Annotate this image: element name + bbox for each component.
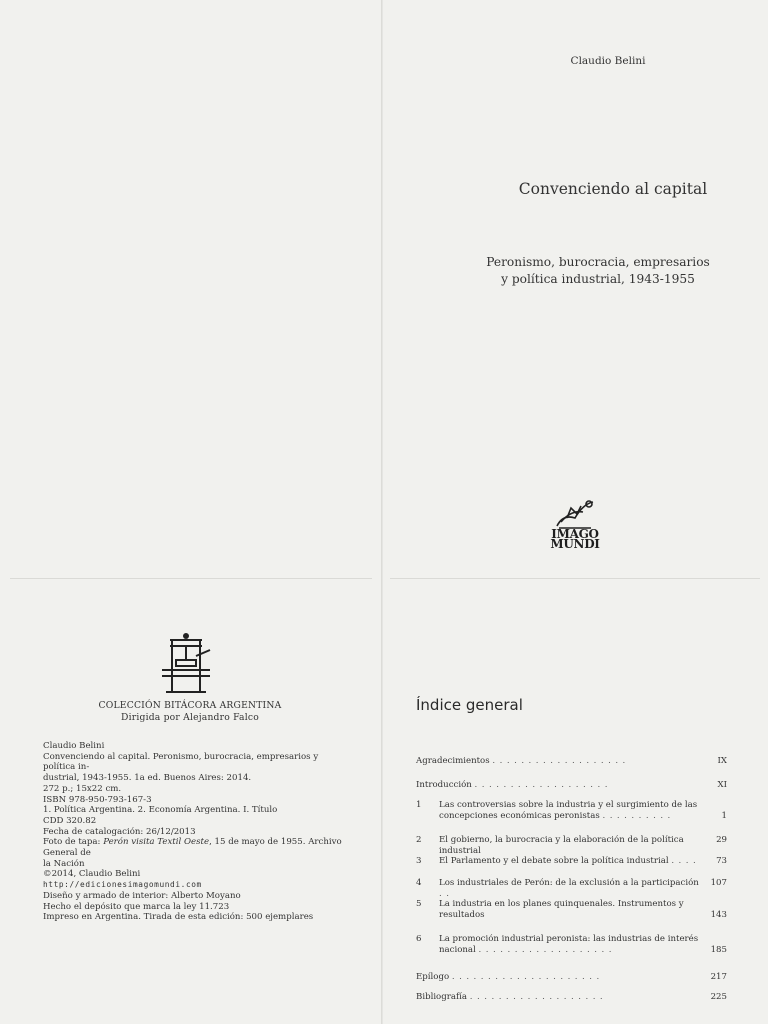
publisher-logo-text [545, 529, 605, 549]
credit-line: ISBN 978-950-793-167-3 [43, 794, 152, 805]
imprint-credits [43, 741, 353, 923]
collection-block [40, 700, 340, 724]
publisher-logo [545, 496, 605, 566]
credit-line: Claudio Belini [43, 741, 105, 751]
toc-entry-title: Introducción ................... [416, 780, 612, 790]
right-page [383, 0, 768, 1024]
toc-entry-title: El gobierno, la burocracia y la elaboración de la política industrial [439, 835, 684, 856]
credit-line: Fecha de catalogación: 26/12/2013 [43, 826, 196, 837]
toc-entry-number: 6 [416, 934, 422, 944]
credit-line: Impreso en Argentina. Tirada de esta edición: 500 ejemplares [43, 912, 314, 923]
left-page [0, 0, 381, 1024]
index-heading: Índice general [416, 696, 523, 714]
toc-entry-number: 3 [416, 856, 422, 866]
toc-entry-page: 29 [716, 835, 727, 845]
toc-entry-page: 185 [710, 945, 727, 955]
toc-entry-page: 225 [710, 992, 727, 1002]
subtitle-line: Peronismo, burocracia, empresarios [486, 255, 710, 269]
toc-entry-title: Los industriales de Perón: de la exclusión a la participación .. [439, 878, 699, 899]
toc-entry-page: XI [717, 780, 727, 790]
credit-line: Hecho el depósito que marca la ley 11.723 [43, 901, 230, 912]
toc-entry-title: Bibliografía ................... [416, 992, 608, 1002]
toc-entry-page: 73 [716, 856, 727, 866]
author-name: Claudio Belini [570, 55, 646, 67]
credit-line: ©2014, Claudio Belini [43, 869, 141, 880]
credit-line: Convenciendo al capital. Peronismo, burocracia, empresarios y política in- [43, 751, 321, 773]
logo-word: IMAGO [551, 527, 599, 541]
toc-entry-page: IX [717, 756, 727, 766]
credit-line: 272 p.; 15x22 cm. [43, 783, 122, 794]
toc-entry-title: Agradecimientos ................... [416, 756, 630, 766]
toc-entry-page: 143 [710, 910, 727, 920]
toc-entry-number: 1 [416, 800, 422, 810]
cover-photo-label: Foto de tapa: [43, 837, 104, 848]
book-subtitle [453, 254, 743, 288]
cover-photo-detail: , 15 de mayo de 1955. Archivo General de [43, 837, 345, 859]
publisher-url: http://edicionesimagomundi.com [43, 880, 202, 890]
toc-entry-page: 217 [710, 972, 727, 982]
toc-entry-number: 5 [416, 899, 422, 909]
credit-line: la Nación [43, 858, 85, 869]
toc-entry-title: El Parlamento y el debate sobre la política industrial .... [439, 856, 701, 866]
toc-entry-title: Las controversias sobre la industria y el surgimiento de las concepciones económicas peronistas .......... [439, 800, 698, 821]
toc-entry-page: 1 [721, 811, 727, 821]
collection-director: Dirigida por Alejandro Falco [121, 712, 259, 723]
toc-entry-number: 2 [416, 835, 422, 845]
toc-entry-title: La promoción industrial peronista: las industrias de interés nacional ................... [439, 934, 699, 955]
cover-photo-title: Perón visita Textil Oeste [103, 837, 210, 848]
collection-name: COLECCIÓN BITÁCORA ARGENTINA [98, 700, 282, 711]
toc-entry-page: 107 [710, 878, 727, 888]
toc-entry-title: Epílogo ..................... [416, 972, 604, 982]
subtitle-line: y política industrial, 1943-1955 [501, 272, 695, 286]
credit-line: 1. Política Argentina. 2. Economía Argentina. I. Título [43, 805, 278, 816]
book-title: Convenciendo al capital [518, 180, 708, 198]
credit-line-cover-photo [43, 837, 353, 858]
credit-line: Diseño y armado de interior: Alberto Moyano [43, 890, 241, 901]
logo-word: MUNDI [550, 537, 600, 551]
printing-press-icon [160, 632, 212, 694]
toc-entry-number: 4 [416, 878, 422, 888]
credit-line: CDD 320.82 [43, 815, 97, 826]
credit-line: dustrial, 1943-1955. 1a ed. Buenos Aires: 2014. [43, 773, 252, 784]
publisher-logo-icon [553, 496, 597, 530]
toc-entry-title: La industria en los planes quinquenales. Instrumentos y resultados [439, 899, 684, 920]
